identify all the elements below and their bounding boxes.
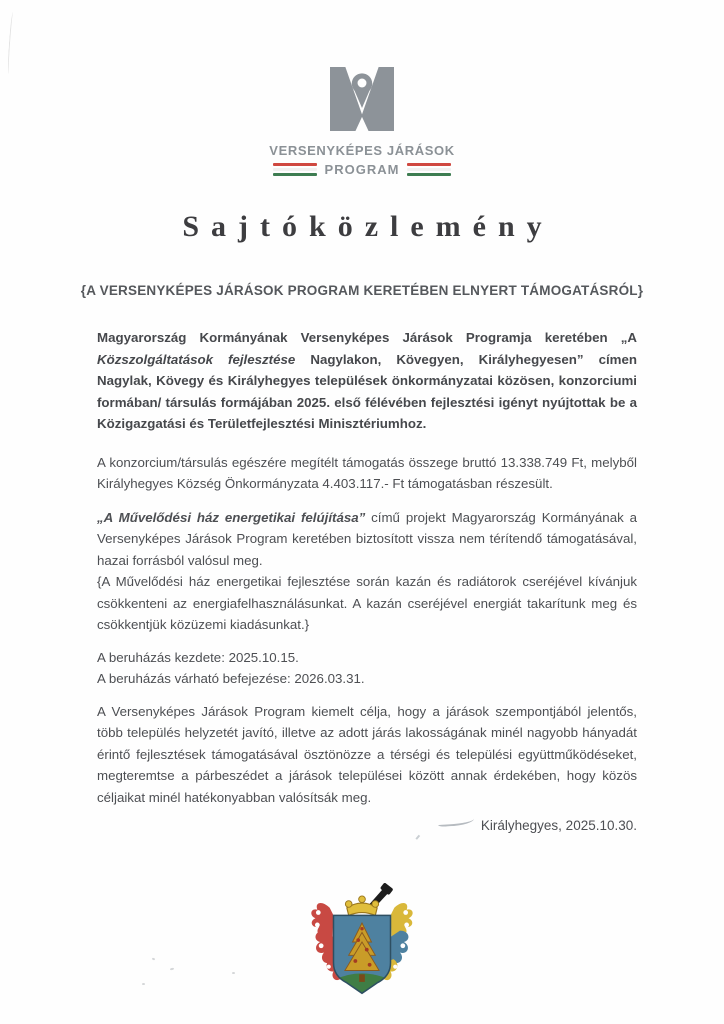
paragraph-intro-part2: Nagylakon, Kövegyen, Királyhegyesen” címen Nagylak, Kövegy és Királyhegyes települések önkormányzatai közösen, konzorciumi formában/ társulás formájában 2025. első félévében fejlesztési igényt nyújtottak be a Közigazgatási és Területfejlesztési Minisztériumhoz. <box>97 351 637 431</box>
document-subtitle: {A VERSENYKÉPES JÁRÁSOK PROGRAM KERETÉBEN ELNYERT TÁMOGATÁSRÓL} <box>80 283 644 298</box>
program-logo <box>0 0 724 177</box>
project-end-date: A beruházás várható befejezése: 2026.03.31. <box>97 671 365 686</box>
program-logo-mark-icon <box>330 62 394 136</box>
kiralyhegyes-coat-of-arms-icon <box>286 883 438 1001</box>
paragraph-program-goal: A Versenyképes Járások Program kiemelt célja, hogy a járások szempontjából jelentős, több település helyzetét javító, illetve az adott járás lakosságának minél nagyobb hányadát érintő fejlesztések támogatásával ösztönözze a térségi és települési együttműködéseket, megteremtse a párbeszédet a járások települései között annak érdekében, hogy közös céljaikat minél hatékonyabban valósítsák meg. <box>97 703 637 805</box>
flag-stripes-right-icon <box>407 163 451 176</box>
document-body <box>97 327 637 808</box>
paragraph-project <box>97 507 637 572</box>
project-start-date: A beruházás kezdete: 2025.10.15. <box>97 649 299 665</box>
scan-artifact <box>232 972 235 974</box>
paragraph-intro <box>97 327 637 435</box>
signoff-text: Királyhegyes, 2025.10.30. <box>480 818 637 833</box>
scan-artifact <box>142 983 145 985</box>
pen-mark <box>438 816 474 827</box>
paragraph-grant-amount: A konzorcium/társulás egészére megítélt támogatás összege bruttó 13.338.749 Ft, melyből Királyhegyes Község Önkormányzata 4.403.117.- Ft támogatásban részesült. <box>97 454 637 491</box>
paragraph-project-details: {A Művelődési ház energetikai fejlesztése során kazán és radiátorok cseréjével kívánjuk csökkenteni az energiafelhasználásunkat. A kazán cseréjével energiát takarítunk meg és csökkentjük közüzemi kiadásunkat.} <box>97 574 637 632</box>
coat-of-arms-block <box>0 883 724 1006</box>
document-title: Sajtóközlemény <box>182 210 554 243</box>
pen-mark <box>415 835 425 845</box>
signoff-line <box>97 818 637 833</box>
paragraph-intro-part1: Magyarország Kormányának Versenyképes Járások Programja keretében „A <box>97 330 637 345</box>
logo-text-line2-row <box>0 162 724 177</box>
logo-text-line2: PROGRAM <box>324 162 400 177</box>
logo-text-line1: VERSENYKÉPES JÁRÁSOK <box>269 143 455 158</box>
flag-stripes-left-icon <box>273 163 317 176</box>
project-dates <box>97 647 637 690</box>
paragraph-project-title: „A Művelődési ház energetikai felújítása” <box>97 509 366 525</box>
paragraph-intro-project-name: Közszolgáltatások fejlesztése <box>97 351 296 367</box>
paragraph-project-rest: című projekt Magyarország Kormányának a Versenyképes Járások Program keretében biztosított vissza nem térítendő támogatásával, hazai forrásból valósul meg. <box>97 509 637 568</box>
